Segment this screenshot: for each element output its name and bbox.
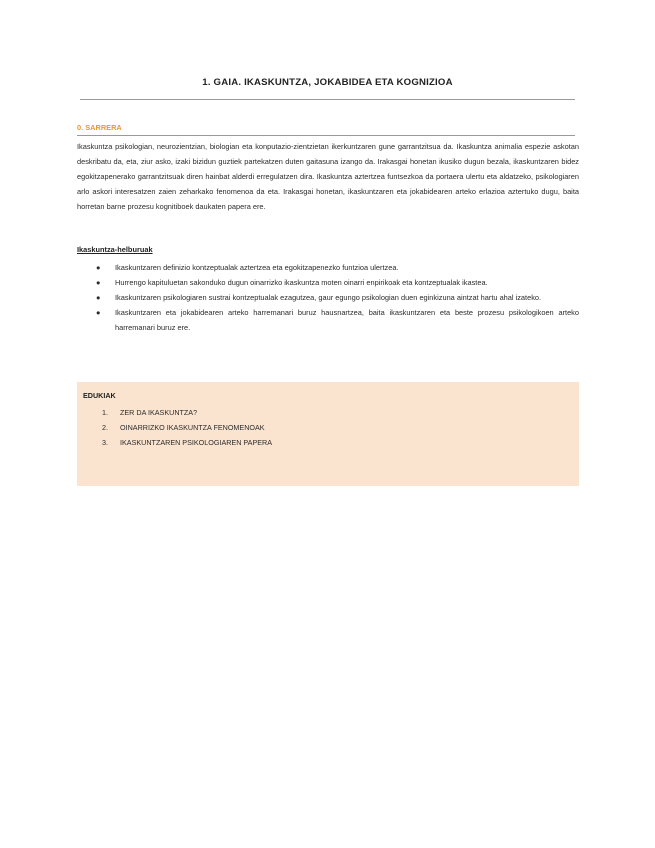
contents-item-label: OINARRIZKO IKASKUNTZA FENOMENOAK — [120, 423, 265, 432]
objective-item — [77, 260, 579, 275]
objective-text: Ikaskuntzaren psikologiaren sustrai kontzeptualak ezagutzea, gaur egungo psikologian duen eginkizuna aintzat hartu ahal izateko. — [115, 293, 542, 302]
contents-item-label: IKASKUNTZAREN PSIKOLOGIAREN PAPERA — [120, 438, 273, 447]
contents-item-number: 3. — [102, 438, 108, 447]
section-heading: 0. SARRERA — [77, 123, 122, 132]
section-divider — [77, 135, 575, 136]
objectives-title: Ikaskuntza-helburuak — [77, 245, 153, 254]
contents-item-number: 1. — [102, 408, 108, 417]
bullet-icon: ● — [96, 293, 101, 302]
title-divider — [80, 99, 575, 100]
objective-item — [77, 275, 579, 290]
objectives-list — [77, 260, 579, 335]
objective-item — [77, 305, 579, 335]
contents-item-label: ZER DA IKASKUNTZA? — [120, 408, 198, 417]
contents-box — [77, 382, 579, 486]
objective-text: Hurrengo kapituluetan sakonduko dugun oinarrizko ikaskuntza moten oinarri enpirikoak eta kontzeptualak ikastea. — [115, 278, 488, 287]
intro-paragraph: Ikaskuntza psikologian, neurozientzian, biologian eta konputazio-zientzietan ikerkuntzaren gune garrantzitsua da. Ikaskuntza animalia espezie askotan deskribatu da, eta, ziur asko, izaki bizidun guztiek partekatzen duten gaitasuna izango da. Irakasgai honetan ikusiko dugun bezala, ikaskuntzaren bidez egokitzapenerako garrantzitsuak diren hainbat alderdi erregulatzen dira. Ikaskuntza aztertzea funtsezkoa da portaera ulertu eta aldatzeko, psikologiaren arlo askori interesatzen zaien zeharkako fenomenoa da eta. Irakasgai honetan, ikaskuntzaren eta jokabidearen arteko erlazioa aztertuko dugu, baita horretan barne prozesu kognitiboek daukaten papera ere. — [77, 142, 579, 211]
objective-text: Ikaskuntzaren eta jokabidearen arteko harremanari buruz hausnartzea, baita ikaskuntzaren eta beste prozesu psikologikoen arteko harremanari buruz ere. — [115, 308, 579, 332]
contents-title: EDUKIAK — [83, 391, 116, 400]
document-title: 1. GAIA. IKASKUNTZA, JOKABIDEA ETA KOGNIZIOA — [202, 77, 453, 88]
bullet-icon: ● — [96, 278, 101, 287]
objective-item — [77, 290, 579, 305]
bullet-icon: ● — [96, 263, 101, 272]
bullet-icon: ● — [96, 308, 101, 317]
contents-item-number: 2. — [102, 423, 108, 432]
objective-text: Ikaskuntzaren definizio kontzeptualak aztertzea eta egokitzapenezko funtzioa ulertzea. — [115, 263, 399, 272]
